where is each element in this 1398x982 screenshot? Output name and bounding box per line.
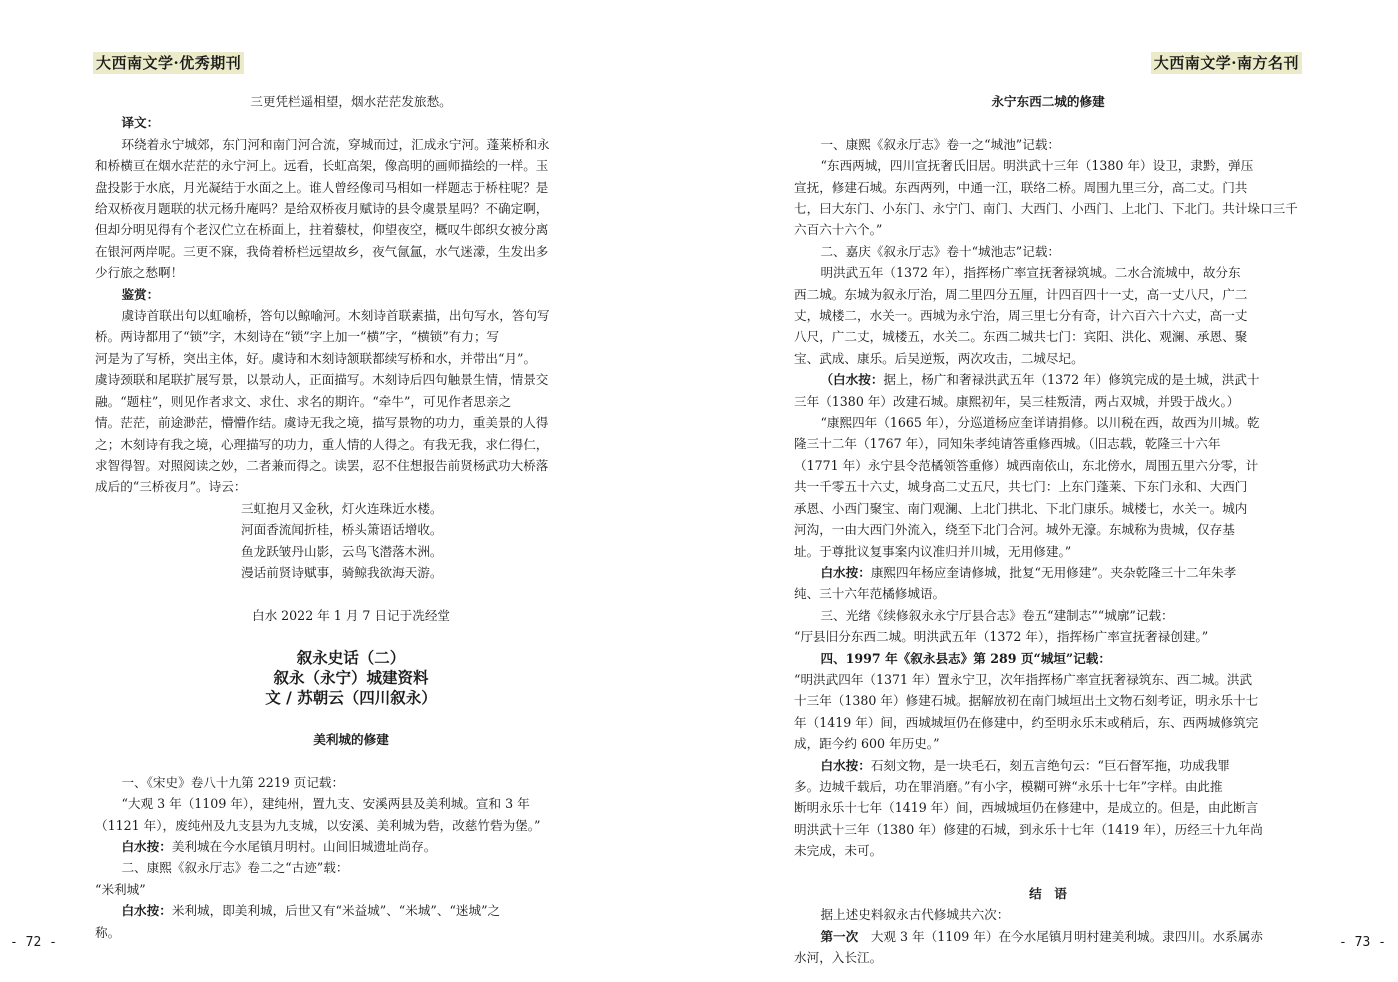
right-line-18: 共一千零五十六丈，城身高二丈五尺，共七门：上东门蓬莱、下东门永和、大西门 xyxy=(794,479,1248,495)
left-line-2: 环绕着永宁城郊，东门河和南门河合流，穿城而过，汇成永宁河。蓬莱桥和永 xyxy=(121,136,550,152)
left-line-11: 桥。两诗都用了“锁”字，木刻诗在“锁”字上加一“横”字，“横锁”有力；写 xyxy=(95,329,500,345)
left-line-35 xyxy=(95,836,607,857)
left-line-13: 虞诗颈联和尾联扩展写景，以景动人，正面描写。木刻诗后四句触景生情，情景交 xyxy=(95,372,549,388)
right-line-17: （1771 年）永宁县令范橘领答重修）城西南依山，东北傍水，周围五里六分零，计 xyxy=(794,457,1259,473)
annotation-text: 美利城在今水尾镇月明村。山间旧城遗址尚存。 xyxy=(171,838,437,854)
right-line-29: 年（1419 年）间，西城城垣仍在修建中，约至明永乐末或稍后，东、西两城修筑完 xyxy=(794,714,1259,730)
page-number-left: - 72 - xyxy=(10,935,57,950)
right-line-3: “东西两城，四川宣抚奢氏旧居。明洪武十三年（1380 年）设卫，隶黔，弹压 xyxy=(820,158,1254,174)
right-line-13 xyxy=(794,369,1302,390)
left-line-20: 河面香流闻折桂，桥头箫语话增收。 xyxy=(241,522,443,538)
right-line-40: 水河，入长江。 xyxy=(794,950,883,966)
left-line-15: 情。茫茫，前途渺茫，懵懵作结。虞诗无我之境，描写景物的功力，重美景的人得 xyxy=(95,415,549,431)
annotation-text: 大观 3 年（1109 年）在今水尾镇月明村建美利城。隶四川。水系属赤 xyxy=(858,928,1263,944)
left-line-26: 叙永史话（二） xyxy=(296,647,406,667)
left-line-8: 少行旅之愁啊！ xyxy=(95,265,184,281)
right-line-6: 六百六十六个。” xyxy=(794,222,883,238)
right-text-column xyxy=(794,91,1302,969)
right-line-0: 永宁东西二城的修建 xyxy=(991,94,1105,109)
left-line-17: 求智得智。对照阅读之妙，二者兼而得之。读罢，忍不住想报告前贤杨武功大桥落 xyxy=(95,457,549,473)
left-line-36: 二、康熙《叙永厅志》卷二之“古迹”载： xyxy=(121,860,349,876)
right-line-30: 成，距今约 600 年历史。” xyxy=(794,736,940,752)
right-line-14: 三年（1380 年）改建石城。康熙初年，吴三桂叛清，两占双城，并毁于战火。） xyxy=(794,393,1240,409)
left-line-31 xyxy=(95,750,607,771)
left-line-38 xyxy=(95,900,607,921)
annotation-label: 白水按： xyxy=(121,903,172,919)
left-line-37: “米利城” xyxy=(95,881,146,897)
left-line-16: 之；木刻诗有我之境，心理描写的功力，重人情的人得之。有我无我，求仁得仁， xyxy=(95,436,549,452)
right-line-24: 三、光绪《续修叙永永宁厅县合志》卷五“建制志”“城廓”记载： xyxy=(820,607,1174,623)
journal-banner-left: 大西南文学·优秀期刊 xyxy=(93,52,244,74)
right-line-10: 丈，城楼二，水关一。西城为永宁治，周三里七分有奇，计六百六十六丈，高一丈 xyxy=(794,308,1248,324)
right-line-11: 八尺，广二丈，城楼五，水关二。东西二城共七门：宾阳、洪化、观澜、承恩、聚 xyxy=(794,329,1248,345)
right-line-23: 纯、三十六年范橘修城语。 xyxy=(794,586,946,602)
right-line-25: “厅县旧分东西二城。明洪武五年（1372 年），指挥杨广率宣抚奢禄创建。” xyxy=(794,629,1209,645)
left-line-4: 盘投影于水底，月光凝结于水面之上。谁人曾经像司马相如一样题志于桥柱呢？是 xyxy=(95,179,549,195)
right-line-12: 宝、武成、康乐。后吴逆叛，两次攻击，二城尽圮。 xyxy=(794,350,1084,366)
left-line-27: 叙永（永宁）城建资料 xyxy=(273,667,429,687)
left-line-19: 三虹抱月又金秋，灯火连珠近水楼。 xyxy=(241,500,443,516)
right-line-21: 址。于尊批议复事案内议准归并川城，无用修建。” xyxy=(794,543,1072,559)
right-line-31 xyxy=(794,755,1302,776)
right-line-5: 七，曰大东门、小东门、永宁门、南门、大西门、小西门、上北门、下北门。共计垛口三千 xyxy=(794,201,1298,217)
right-line-15: “康熙四年（1665 年），分巡道杨应奎详请捐修。以川税在西，故西为川城。乾 xyxy=(820,415,1260,431)
right-line-27: “明洪武四年（1371 年）置永宁卫，次年指挥杨广率宣抚奢禄筑东、西二城。洪武 xyxy=(794,671,1253,687)
annotation-label: 第一次 xyxy=(820,928,859,944)
left-line-25 xyxy=(95,626,607,647)
right-line-38: 据上述史料叙永古代修城共六次： xyxy=(820,907,1010,923)
left-line-5: 给双桥夜月题联的状元杨升庵吗？是给双桥夜月赋诗的县令虞景星吗？不确定啊， xyxy=(95,201,549,217)
left-line-3: 和桥横亘在烟水茫茫的永宁河上。远看，长虹高架，像高明的画师描绘的一样。玉 xyxy=(95,158,549,174)
left-line-6: 但却分明见得有个老汉伫立在桥面上，拄着藜杖，仰望夜空，概叹牛郎织女被分离 xyxy=(95,222,549,238)
right-line-33: 断明永乐十七年（1419 年）间，西城城垣仍在修建中，是成立的。但是，由此断言 xyxy=(794,800,1259,816)
annotation-text: 据上，杨广和奢禄洪武五年（1372 年）修筑完成的是土城，洪武十 xyxy=(883,372,1260,388)
annotation-text: 米利城，即美利城，后世又有“米益城”、“米城”、“迷城”之 xyxy=(171,903,501,919)
journal-banner-right: 大西南文学·南方名刊 xyxy=(1151,52,1302,74)
left-text-column xyxy=(95,91,607,943)
left-line-23 xyxy=(95,583,607,604)
right-line-2: 一、康熙《叙永厅志》卷一之“城池”记载： xyxy=(820,136,1061,152)
right-line-26: 四、1997 年《叙永县志》第 289 页“城垣”记载： xyxy=(820,650,1111,666)
left-line-29 xyxy=(95,708,607,729)
left-line-1: 译文： xyxy=(121,115,160,131)
left-line-30: 美利城的修建 xyxy=(313,731,389,747)
left-line-7: 在银河两岸呢。三更不寐，我倚着桥栏远望故乡，夜气氤氲，水气迷濛，生发出多 xyxy=(95,243,549,259)
annotation-label: 白水按： xyxy=(121,838,172,854)
left-line-33: “大观 3 年（1109 年），建纯州，置九支、安溪两县及美利城。宣和 3 年 xyxy=(121,796,530,812)
right-line-34: 明洪武十三年（1380 年）修建的石城，到永乐十七年（1419 年），历经三十九年尚 xyxy=(794,821,1263,837)
right-line-20: 河沟，一由大西门外流入，绕至下北门合河。城外无濠。东城称为贵城，仅存基 xyxy=(794,522,1235,538)
right-line-16: 隆三十二年（1767 年），同知朱孝纯请答重修西城。（旧志载，乾隆三十六年 xyxy=(794,436,1221,452)
right-line-37: 结 语 xyxy=(1029,886,1067,901)
right-line-9: 西二城。东城为叙永厅治，周二里四分五厘，计四百四十一丈，高一丈八尺，广二 xyxy=(794,286,1248,302)
right-line-4: 宣抚，修建石城。东西两列，中通一江，联络二桥。周围九里三分，高二丈。门共 xyxy=(794,179,1248,195)
right-line-32: 多。边城千载后，功在罪消磨。”有小字，模糊可辨“永乐十七年”字样。由此推 xyxy=(794,778,1223,794)
right-line-19: 承恩、小西门聚宝、南门观澜、上北门拱北、下北门康乐。城楼七，水关一。城内 xyxy=(794,500,1248,516)
annotation-text: 康熙四年杨应奎请修城，批复“无用修建”。夹杂乾隆三十二年朱孝 xyxy=(870,564,1237,580)
annotation-text: 石刻文物，是一块毛石，刻五言绝句云：“巨石督军拖，功成我罪 xyxy=(870,757,1230,773)
left-line-32: 一、《宋史》卷八十九第 2219 页记载： xyxy=(121,774,345,790)
page-number-right: - 73 - xyxy=(1339,935,1386,950)
right-line-36 xyxy=(794,862,1302,883)
right-line-7: 二、嘉庆《叙永厅志》卷十“城池志”记载： xyxy=(820,243,1061,259)
annotation-label: （白水按： xyxy=(820,372,884,388)
left-line-24: 白水 2022 年 1 月 7 日记于冼经堂 xyxy=(251,607,451,623)
left-line-14: 融。“题柱”，则见作者求文、求仕、求名的期许。“牵牛”，可见作者思亲之 xyxy=(95,393,512,409)
left-line-10: 虞诗首联出句以虹喻桥，答句以鲸喻河。木刻诗首联素描，出句写水，答句写 xyxy=(121,308,550,324)
left-line-9: 鉴赏： xyxy=(121,286,160,302)
left-line-39: 称。 xyxy=(95,924,121,940)
right-line-39 xyxy=(794,926,1302,947)
right-line-1 xyxy=(794,112,1302,133)
left-line-18: 成后的“三桥夜月”。诗云： xyxy=(95,479,247,495)
annotation-label: 白水按： xyxy=(820,757,871,773)
annotation-label: 白水按： xyxy=(820,564,871,580)
left-line-21: 鱼龙跃皱丹山影，云鸟飞潜落木洲。 xyxy=(241,543,443,559)
right-line-35: 未完成，未可。 xyxy=(794,843,883,859)
left-line-0: 三更凭栏遥相望，烟水茫茫发旅愁。 xyxy=(250,94,452,109)
right-line-28: 十三年（1380 年）修建石城。据解放初在南门城垣出土文物石刻考证，明永乐十七 xyxy=(794,693,1259,709)
left-line-12: 河是为了写桥，突出主体，好。虞诗和木刻诗颔联都续写桥和水，并带出“月”。 xyxy=(95,350,537,366)
left-line-34: （1121 年），废纯州及九支县为九支城，以安溪、美利城为砦，改慈竹砦为堡。” xyxy=(95,817,541,833)
right-line-22 xyxy=(794,562,1302,583)
left-line-22: 漫话前贤诗赋事，骑鲸我欲海天游。 xyxy=(241,564,443,580)
left-line-28: 文 / 苏朝云（四川叙永） xyxy=(265,687,437,707)
right-line-8: 明洪武五年（1372 年），指挥杨广率宣抚奢禄筑城。二水合流城中，故分东 xyxy=(820,265,1241,281)
